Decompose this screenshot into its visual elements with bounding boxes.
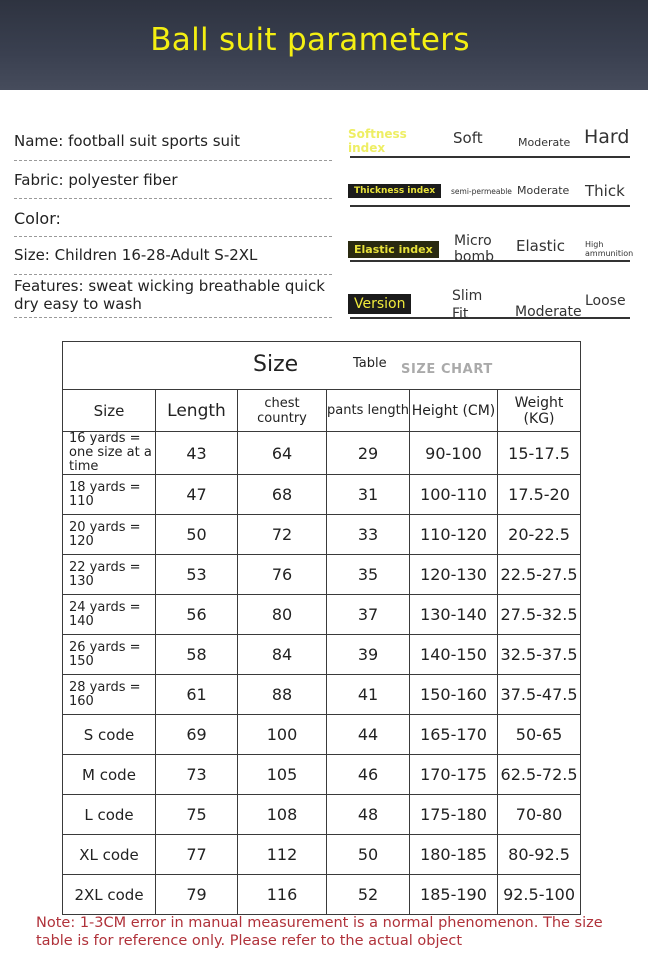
elastic-scale	[348, 233, 634, 273]
param-name: Name: football suit sports suit	[14, 132, 332, 161]
height-cell: 130-140	[410, 595, 498, 635]
elastic-option-elastic: Elastic	[516, 237, 565, 255]
pants-cell: 29	[327, 432, 410, 475]
table-title-row	[63, 342, 581, 390]
size-cell: 2XL code	[63, 875, 156, 915]
length-cell: 73	[156, 755, 238, 795]
table-title-cell	[63, 342, 581, 390]
pants-cell: 50	[327, 835, 410, 875]
height-cell: 175-180	[410, 795, 498, 835]
chest-cell: 64	[238, 432, 327, 475]
chest-cell: 116	[238, 875, 327, 915]
height-cell: 150-160	[410, 675, 498, 715]
table-row	[63, 755, 581, 795]
chest-cell: 80	[238, 595, 327, 635]
length-cell: 75	[156, 795, 238, 835]
height-cell: 100-110	[410, 475, 498, 515]
length-cell: 77	[156, 835, 238, 875]
chest-cell: 112	[238, 835, 327, 875]
size-chart-label: SIZE CHART	[401, 362, 493, 377]
pants-cell: 48	[327, 795, 410, 835]
table-title: Size	[253, 352, 299, 377]
pants-cell: 33	[327, 515, 410, 555]
size-chart-table	[62, 341, 580, 915]
table-row	[63, 635, 581, 675]
thickness-option-semi: semi-permeable	[451, 187, 512, 196]
weight-cell: 80-92.5	[498, 835, 581, 875]
table-row	[63, 675, 581, 715]
table-row	[63, 475, 581, 515]
thickness-option-thick: Thick	[585, 182, 625, 200]
size-cell: L code	[63, 795, 156, 835]
version-option-slim: Slim Fit	[452, 288, 483, 322]
param-size: Size: Children 16-28-Adult S-2XL	[14, 246, 332, 275]
table-row	[63, 835, 581, 875]
table-row	[63, 515, 581, 555]
height-cell: 110-120	[410, 515, 498, 555]
softness-tag: Softness index	[348, 127, 407, 155]
pants-cell: 39	[327, 635, 410, 675]
thickness-tag: Thickness index	[348, 184, 441, 198]
table-row	[63, 432, 581, 475]
param-features: Features: sweat wicking breathable quick dry easy to wash	[14, 277, 332, 318]
param-fabric: Fabric: polyester fiber	[14, 171, 332, 199]
height-cell: 185-190	[410, 875, 498, 915]
height-cell: 180-185	[410, 835, 498, 875]
table-row	[63, 555, 581, 595]
page-title: Ball suit parameters	[150, 22, 470, 58]
version-scale	[348, 283, 630, 323]
version-option-moderate: Moderate	[515, 304, 582, 320]
weight-cell: 15-17.5	[498, 432, 581, 475]
thickness-option-moderate: Moderate	[517, 184, 570, 197]
thickness-line	[350, 205, 630, 207]
col-header-height: Height (CM)	[410, 390, 498, 432]
weight-cell: 20-22.5	[498, 515, 581, 555]
pants-cell: 46	[327, 755, 410, 795]
weight-cell: 92.5-100	[498, 875, 581, 915]
length-cell: 56	[156, 595, 238, 635]
table-row	[63, 715, 581, 755]
weight-cell: 70-80	[498, 795, 581, 835]
height-cell: 140-150	[410, 635, 498, 675]
col-header-pants: pants length	[327, 390, 410, 432]
chest-cell: 76	[238, 555, 327, 595]
size-cell: S code	[63, 715, 156, 755]
thickness-scale	[348, 176, 630, 216]
chest-cell: 88	[238, 675, 327, 715]
length-cell: 79	[156, 875, 238, 915]
table-row	[63, 795, 581, 835]
height-cell: 120-130	[410, 555, 498, 595]
length-cell: 50	[156, 515, 238, 555]
size-cell: 26 yards = 150	[63, 635, 156, 675]
elastic-option-micro: Micro bomb	[454, 233, 494, 265]
measurement-note: Note: 1-3CM error in manual measurement is a normal phenomenon. The size table is for reference only. Please refer to the actual object	[36, 915, 603, 949]
size-table	[62, 341, 581, 915]
col-header-chest: chest country	[238, 390, 327, 432]
elastic-tag: Elastic index	[348, 241, 439, 258]
size-cell: 28 yards = 160	[63, 675, 156, 715]
size-cell: 20 yards = 120	[63, 515, 156, 555]
softness-scale	[348, 124, 630, 164]
length-cell: 58	[156, 635, 238, 675]
size-cell: M code	[63, 755, 156, 795]
pants-cell: 35	[327, 555, 410, 595]
weight-cell: 37.5-47.5	[498, 675, 581, 715]
weight-cell: 17.5-20	[498, 475, 581, 515]
softness-line	[350, 156, 630, 158]
chest-cell: 108	[238, 795, 327, 835]
pants-cell: 37	[327, 595, 410, 635]
chest-cell: 68	[238, 475, 327, 515]
pants-cell: 44	[327, 715, 410, 755]
length-cell: 43	[156, 432, 238, 475]
length-cell: 47	[156, 475, 238, 515]
table-row	[63, 595, 581, 635]
col-header-length: Length	[156, 390, 238, 432]
weight-cell: 22.5-27.5	[498, 555, 581, 595]
size-cell: 22 yards = 130	[63, 555, 156, 595]
version-option-loose: Loose	[585, 293, 626, 309]
param-color: Color:	[14, 210, 332, 237]
softness-option-soft: Soft	[453, 129, 483, 147]
pants-cell: 31	[327, 475, 410, 515]
weight-cell: 62.5-72.5	[498, 755, 581, 795]
length-cell: 53	[156, 555, 238, 595]
pants-cell: 41	[327, 675, 410, 715]
pants-cell: 52	[327, 875, 410, 915]
chest-cell: 84	[238, 635, 327, 675]
height-cell: 170-175	[410, 755, 498, 795]
col-header-weight: Weight (KG)	[498, 390, 581, 432]
chest-cell: 72	[238, 515, 327, 555]
chest-cell: 100	[238, 715, 327, 755]
height-cell: 90-100	[410, 432, 498, 475]
weight-cell: 27.5-32.5	[498, 595, 581, 635]
version-tag: Version	[348, 294, 411, 314]
size-cell: 18 yards = 110	[63, 475, 156, 515]
size-cell: 16 yards = one size at a time	[63, 432, 156, 475]
length-cell: 61	[156, 675, 238, 715]
size-cell: XL code	[63, 835, 156, 875]
chest-cell: 105	[238, 755, 327, 795]
weight-cell: 50-65	[498, 715, 581, 755]
height-cell: 165-170	[410, 715, 498, 755]
table-row	[63, 875, 581, 915]
elastic-option-high: High ammunition	[585, 240, 634, 258]
col-header-size: Size	[63, 390, 156, 432]
size-cell: 24 yards = 140	[63, 595, 156, 635]
weight-cell: 32.5-37.5	[498, 635, 581, 675]
softness-option-hard: Hard	[584, 126, 630, 148]
column-header-row	[63, 390, 581, 432]
length-cell: 69	[156, 715, 238, 755]
table-label: Table	[353, 356, 387, 371]
softness-option-moderate: Moderate	[518, 136, 571, 149]
header-banner	[0, 0, 648, 90]
